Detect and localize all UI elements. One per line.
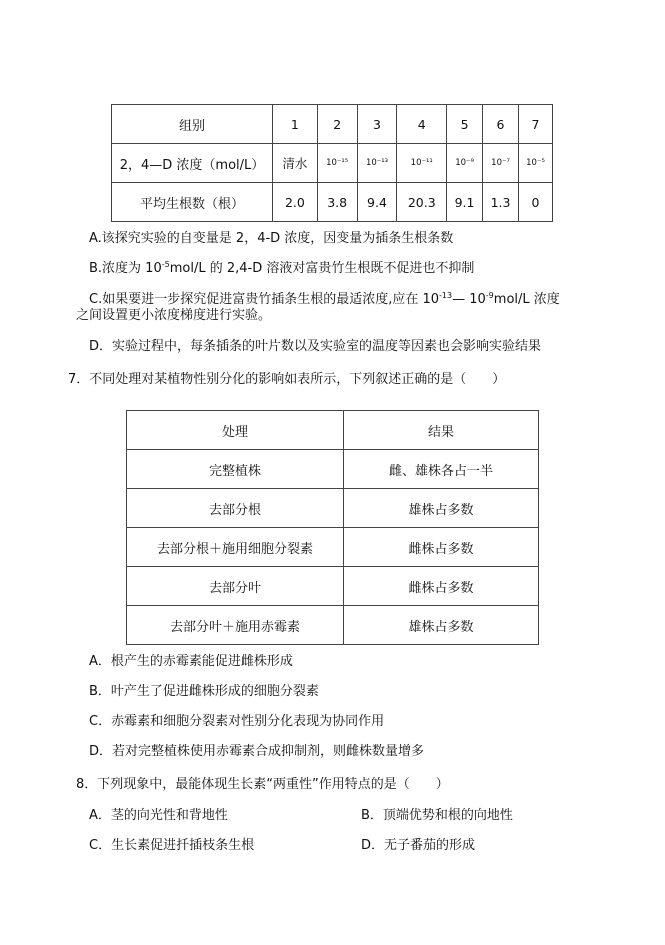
table-cell: 10⁻¹¹	[397, 144, 447, 183]
table-row	[112, 183, 553, 222]
table-row	[112, 144, 553, 183]
table-header-row	[127, 411, 539, 450]
table-cell: 处理	[127, 411, 344, 450]
table-row	[127, 450, 539, 489]
table-cell: 0	[519, 183, 553, 222]
table-cell: 10⁻⁹	[447, 144, 483, 183]
table-cell: 完整植株	[127, 450, 344, 489]
table-cell: 2	[317, 105, 357, 144]
text: C.如果要进一步探究促进富贵竹插条生根的最适浓度,应在 10	[89, 292, 440, 307]
table-header-row	[112, 105, 553, 144]
superscript: -9	[485, 291, 494, 300]
text: B.浓度为 10	[89, 261, 162, 276]
q8-stem: 8．下列现象中，最能体现生长素“两重性”作用特点的是（ ）	[76, 777, 449, 792]
table-cell: 3.8	[317, 183, 357, 222]
superscript: -5	[161, 260, 170, 269]
table-row	[127, 606, 539, 645]
table-cell: 7	[519, 105, 553, 144]
table-row	[127, 489, 539, 528]
q6-option-a: A.该探究实验的自变量是 2，4-D 浓度，因变量为插条生根条数	[89, 231, 454, 246]
table-cell: 清水	[273, 144, 318, 183]
q6-option-d: D．实验过程中，每条插条的叶片数以及实验室的温度等因素也会影响实验结果	[89, 339, 542, 354]
table-cell: 4	[397, 105, 447, 144]
text: mol/L 浓度	[493, 292, 560, 307]
table-cell: 雄株占多数	[344, 606, 539, 645]
q7-option-c: C．赤霉素和细胞分裂素对性别分化表现为协同作用	[89, 714, 385, 729]
table-cell: 10⁻¹³	[357, 144, 397, 183]
table-cell: 10⁻⁵	[519, 144, 553, 183]
table-cell: 去部分根＋施用细胞分裂素	[127, 528, 344, 567]
table-row	[127, 528, 539, 567]
table-row	[127, 567, 539, 606]
table-cell: 去部分叶＋施用赤霉素	[127, 606, 344, 645]
table-cell: 雌、雄株各占一半	[344, 450, 539, 489]
table-cell: 2，4—D 浓度（mol/L）	[112, 144, 273, 183]
table-cell: 2.0	[273, 183, 318, 222]
table-cell: 5	[447, 105, 483, 144]
q8-option-a: A．茎的向光性和背地性	[89, 808, 228, 823]
table-cell: 组别	[112, 105, 273, 144]
q8-option-c: C．生长素促进扦插枝条生根	[89, 838, 255, 853]
table-cell: 1.3	[483, 183, 519, 222]
text: — 10	[452, 292, 486, 307]
q7-option-a: A．根产生的赤霉素能促进雌株形成	[89, 654, 293, 669]
superscript: -13	[439, 291, 453, 300]
q6-option-b	[89, 257, 474, 276]
q7-option-d: D．若对完整植株使用赤霉素合成抑制剂，则雌株数量增多	[89, 744, 425, 759]
table-cell: 9.4	[357, 183, 397, 222]
table-cell: 10⁻¹⁵	[317, 144, 357, 183]
q6-option-c-cont: 之间设置更小浓度梯度进行实验。	[76, 308, 272, 323]
table-cell: 结果	[344, 411, 539, 450]
table-cell: 平均生根数（根）	[112, 183, 273, 222]
table-cell: 雌株占多数	[344, 528, 539, 567]
table-cell: 20.3	[397, 183, 447, 222]
table-cell: 1	[273, 105, 318, 144]
table-cell: 9.1	[447, 183, 483, 222]
table-cell: 雄株占多数	[344, 489, 539, 528]
q7-option-b: B．叶产生了促进雌株形成的细胞分裂素	[89, 684, 319, 699]
table-cell: 6	[483, 105, 519, 144]
treatment-table	[126, 410, 539, 645]
table-cell: 去部分根	[127, 489, 344, 528]
table-cell: 10⁻⁷	[483, 144, 519, 183]
table-cell: 3	[357, 105, 397, 144]
table-cell: 雌株占多数	[344, 567, 539, 606]
q7-stem: 7．不同处理对某植物性别分化的影响如表所示，下列叙述正确的是（ ）	[68, 372, 506, 387]
experiment-table	[111, 104, 553, 222]
q8-option-b: B．顶端优势和根的向地性	[361, 808, 513, 823]
table-cell: 去部分叶	[127, 567, 344, 606]
q8-option-d: D．无子番茄的形成	[361, 838, 476, 853]
text: mol/L 的 2,4-D 溶液对富贵竹生根既不促进也不抑制	[169, 261, 475, 276]
